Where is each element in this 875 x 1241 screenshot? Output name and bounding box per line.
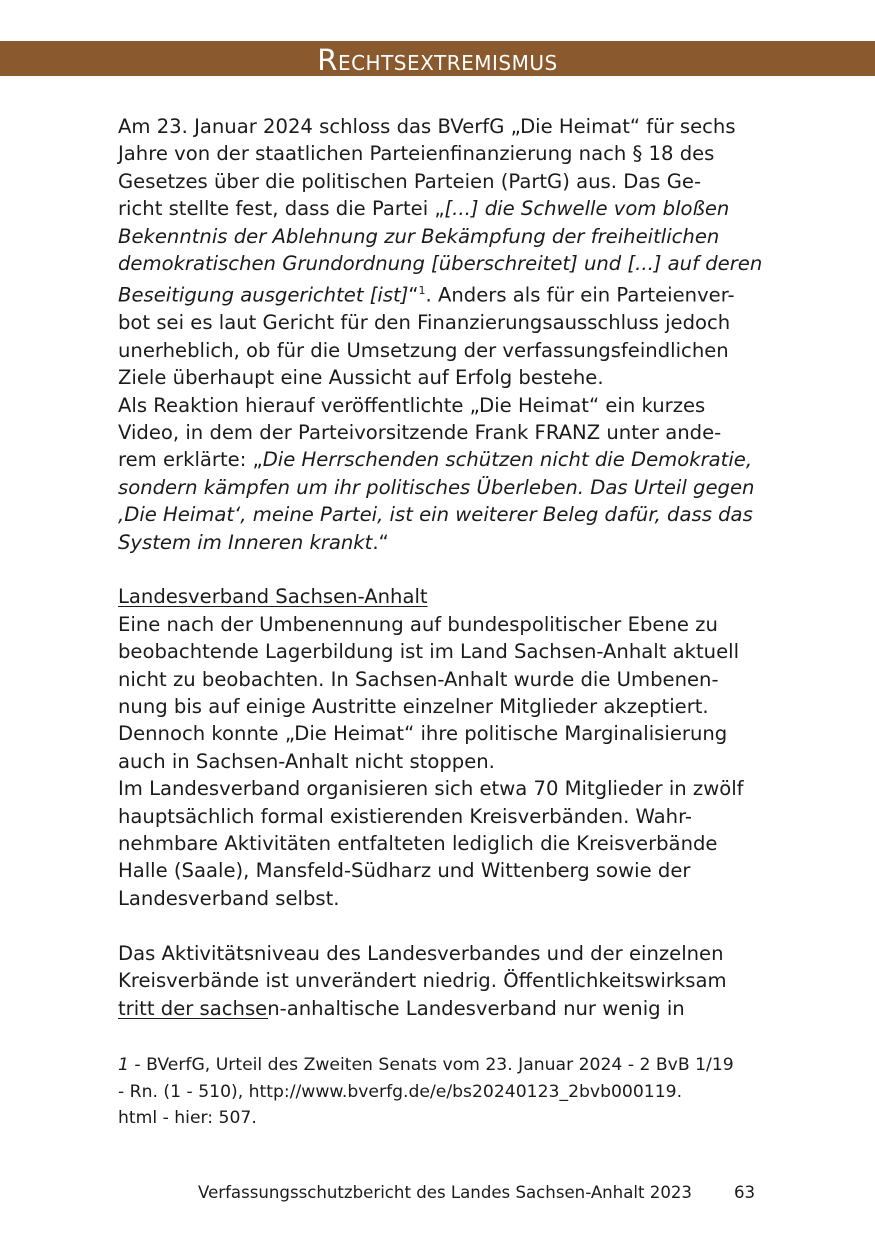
- text-line: Eine nach der Umbenennung auf bundespolitischer Ebene zu: [118, 612, 718, 636]
- text-span: rem erklärte: „: [118, 448, 263, 472]
- footnote-divider: [118, 1018, 268, 1019]
- text-line: nicht zu beobachten. In Sachsen-Anhalt wurde die Umbenen-: [118, 667, 719, 691]
- section-title: Rechtsextremismus: [317, 43, 558, 77]
- paragraph-4: [118, 775, 758, 912]
- closing-quote: “: [408, 283, 419, 307]
- quote-text: Die Herrschenden schützen nicht die Demokratie,: [262, 448, 753, 472]
- quote-text: Beseitigung ausgerichtet [ist]: [118, 283, 409, 307]
- section-heading: Landesverband Sachsen-Anhalt: [118, 585, 428, 609]
- text-line: bot sei es laut Gericht für den Finanzierungsausschluss jedoch: [118, 311, 731, 335]
- text-line: auch in Sachsen-Anhalt nicht stoppen.: [118, 749, 495, 773]
- paragraph-gap: [118, 556, 758, 583]
- footnote-line: html - hier: 507.: [118, 1108, 257, 1128]
- paragraph-3: [118, 611, 758, 775]
- paragraph-5: [118, 940, 758, 1022]
- quote-line: sondern kämpfen um ihr politisches Überleben. Das Urteil gegen: [118, 475, 755, 499]
- text-line: Landesverband selbst.: [118, 886, 340, 910]
- text-line: Als Reaktion hierauf veröffentlichte „Die Heimat“ ein kurzes: [118, 393, 706, 417]
- footer-title: Verfassungsschutzbericht des Landes Sachsen-Anhalt 2023: [198, 1183, 692, 1202]
- footnote-text: - BVerfG, Urteil des Zweiten Senats vom 23. Januar 2024 - 2 BvB 1/19: [128, 1055, 734, 1075]
- text-span: richt stellte fest, dass die Partei „: [118, 197, 445, 221]
- quote-line: Bekenntnis der Ablehnung zur Bekämpfung der freiheitlichen: [118, 224, 720, 248]
- quote-line: ‚Die Heimat‘, meine Partei, ist ein weiterer Beleg dafür, dass das: [118, 503, 753, 527]
- section-banner: [0, 41, 875, 76]
- paragraph-1: [118, 113, 763, 392]
- footnote: [118, 1052, 778, 1132]
- text-line: Halle (Saale), Mansfeld-Südharz und Wittenberg sowie der: [118, 859, 691, 883]
- text-line: [118, 529, 758, 556]
- text-line: beobachtende Lagerbildung ist im Land Sachsen-Anhalt aktuell: [118, 640, 740, 664]
- footnote-line: [118, 1052, 778, 1079]
- text-line: tritt der sachsen-anhaltische Landesverband nur wenig in: [118, 996, 685, 1020]
- quote-text: [...] die Schwelle vom bloßen: [444, 197, 730, 221]
- text-line: Jahre von der staatlichen Parteienfinanzierung nach § 18 des: [118, 142, 715, 166]
- text-span: . Anders als für ein Parteienver-: [425, 283, 735, 307]
- quote-text: System im Inneren krankt: [118, 530, 373, 554]
- paragraph-2: [118, 392, 758, 556]
- text-line: nung bis auf einige Austritte einzelner Mitglieder akzeptiert.: [118, 695, 709, 719]
- text-line: [118, 446, 758, 473]
- text-line: Video, in dem der Parteivorsitzende Frank FRANZ unter ande-: [118, 421, 722, 444]
- footnote-reference: 1: [418, 284, 426, 298]
- quote-line: demokratischen Grundordnung [überschreitet] und [...] auf deren: [118, 252, 763, 276]
- paragraph-gap: [118, 912, 758, 939]
- text-line: Kreisverbände ist unverändert niedrig. Öffentlichkeitswirksam: [118, 969, 727, 993]
- text-line: nehmbare Aktivitäten entfalteten lediglich die Kreisverbände: [118, 832, 718, 856]
- text-span: .“: [372, 530, 389, 554]
- footnote-line: - Rn. (1 - 510), http://www.bverfg.de/e/bs20240123_2bvb000119.: [118, 1081, 683, 1102]
- text-line: Ziele überhaupt eine Aussicht auf Erfolg bestehe.: [118, 366, 604, 390]
- text-line: [118, 195, 758, 222]
- text-line: Am 23. Januar 2024 schloss das BVerfG „Die Heimat“ für sechs: [118, 115, 736, 138]
- page-number: 63: [734, 1183, 756, 1202]
- text-line: Das Aktivitätsniveau des Landesverbandes und der einzelnen: [118, 941, 724, 965]
- text-line: hauptsächlich formal existierenden Kreisverbänden. Wahr-: [118, 804, 692, 828]
- text-line: Gesetzes über die politischen Parteien (PartG) aus. Das Ge-: [118, 169, 702, 193]
- text-line: unerheblich, ob für die Umsetzung der verfassungsfeindlichen: [118, 338, 729, 362]
- text-line: Im Landesverband organisieren sich etwa 70 Mitglieder in zwölf: [118, 777, 744, 801]
- text-line: Dennoch konnte „Die Heimat“ ihre politische Marginalisierung: [118, 722, 728, 746]
- text-line: [118, 277, 758, 309]
- footnote-number: 1: [118, 1055, 129, 1075]
- main-text: [118, 113, 763, 1022]
- section-heading-line: [118, 583, 758, 610]
